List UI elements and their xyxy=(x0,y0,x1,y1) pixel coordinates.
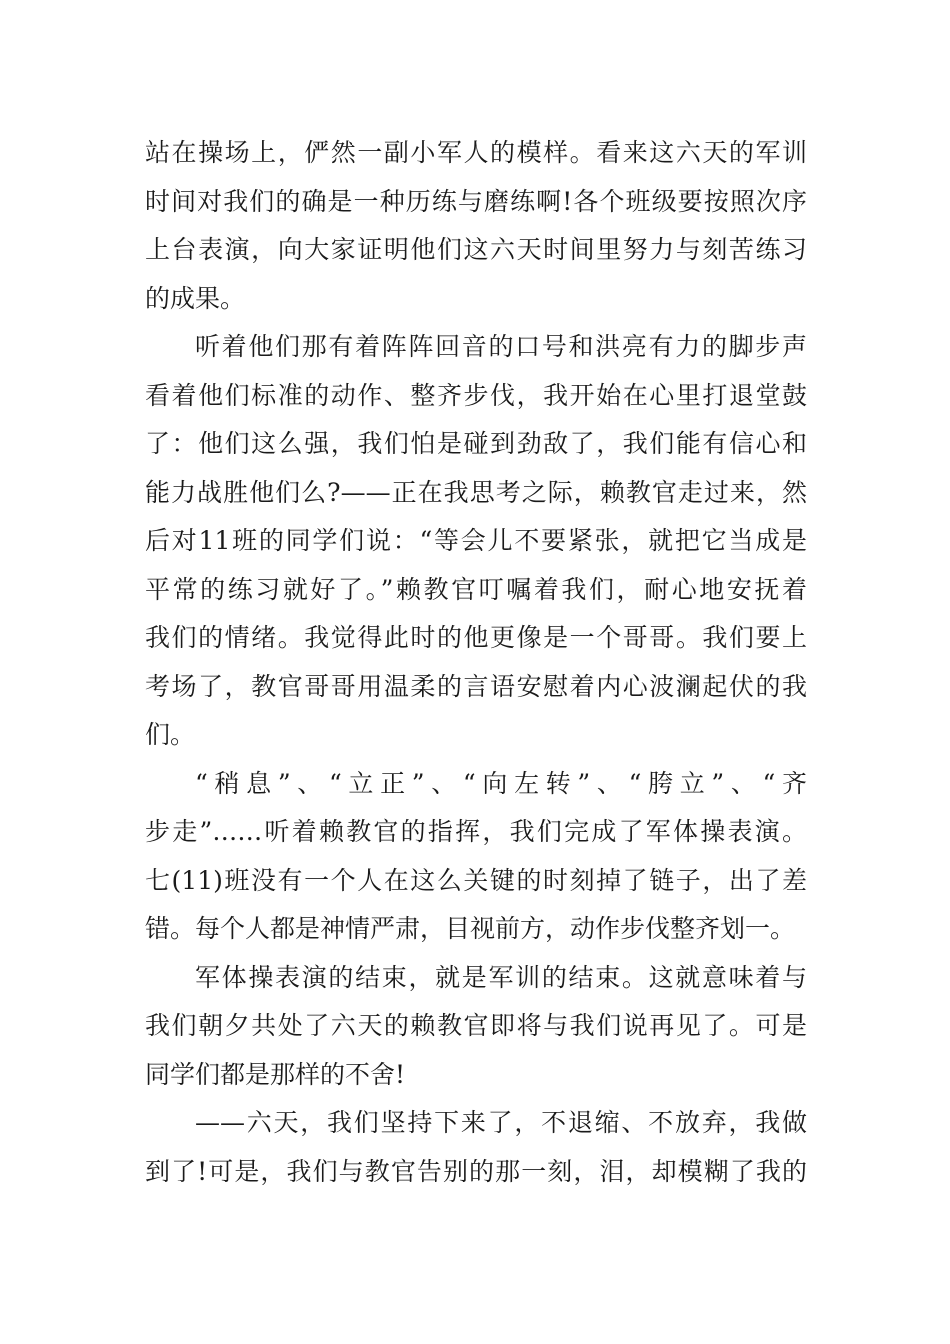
text-line: 我们朝夕共处了六天的赖教官即将与我们说再见了。可是 xyxy=(145,1011,807,1040)
text-line: 军体操表演的结束，就是军训的结束。这就意味着与 xyxy=(195,962,807,992)
text-line: 同学们都是那样的不舍! xyxy=(145,1059,406,1089)
text-line: 到了!可是，我们与教官告别的那一刻，泪，却模糊了我的 xyxy=(145,1156,807,1186)
text-line: 七(11)班没有一个人在这么关键的时刻掉了链子，出了差 xyxy=(145,865,807,895)
text-line: 看着他们标准的动作、整齐步伐，我开始在心里打退堂鼓 xyxy=(145,380,807,410)
text-line: 步走”……听着赖教官的指挥，我们完成了军体操表演。 xyxy=(145,817,807,846)
text-line: ——六天，我们坚持下来了，不退缩、不放弃，我做 xyxy=(195,1108,807,1137)
text-line: 平常的练习就好了。”赖教官叮嘱着我们，耐心地安抚着 xyxy=(145,574,807,604)
text-line: 时间对我们的确是一种历练与磨练啊!各个班级要按照次序 xyxy=(145,186,807,216)
text-line: 能力战胜他们么?——正在我思考之际，赖教官走过来，然 xyxy=(145,477,807,507)
text-line: 我们的情绪。我觉得此时的他更像是一个哥哥。我们要上 xyxy=(145,623,807,652)
text-line: “稍息”、“立正”、“向左转”、“胯立”、“齐 xyxy=(195,768,807,798)
body-text xyxy=(145,129,807,1196)
text-line: 了：他们这么强，我们怕是碰到劲敌了，我们能有信心和 xyxy=(145,429,807,458)
text-line: 后对11班的同学们说：“等会儿不要紧张，就把它当成是 xyxy=(145,526,807,555)
text-line: 考场了，教官哥哥用温柔的言语安慰着内心波澜起伏的我 xyxy=(145,671,807,701)
text-line: 听着他们那有着阵阵回音的口号和洪亮有力的脚步声 xyxy=(195,332,807,361)
text-line: 的成果。 xyxy=(145,283,246,313)
text-line: 们。 xyxy=(145,720,196,749)
text-line: 站在操场上，俨然一副小军人的模样。看来这六天的军训 xyxy=(145,138,807,167)
text-line: 上台表演，向大家证明他们这六天时间里努力与刻苦练习 xyxy=(145,235,807,264)
text-line: 错。每个人都是神情严肃，目视前方，动作步伐整齐划一。 xyxy=(145,914,796,943)
